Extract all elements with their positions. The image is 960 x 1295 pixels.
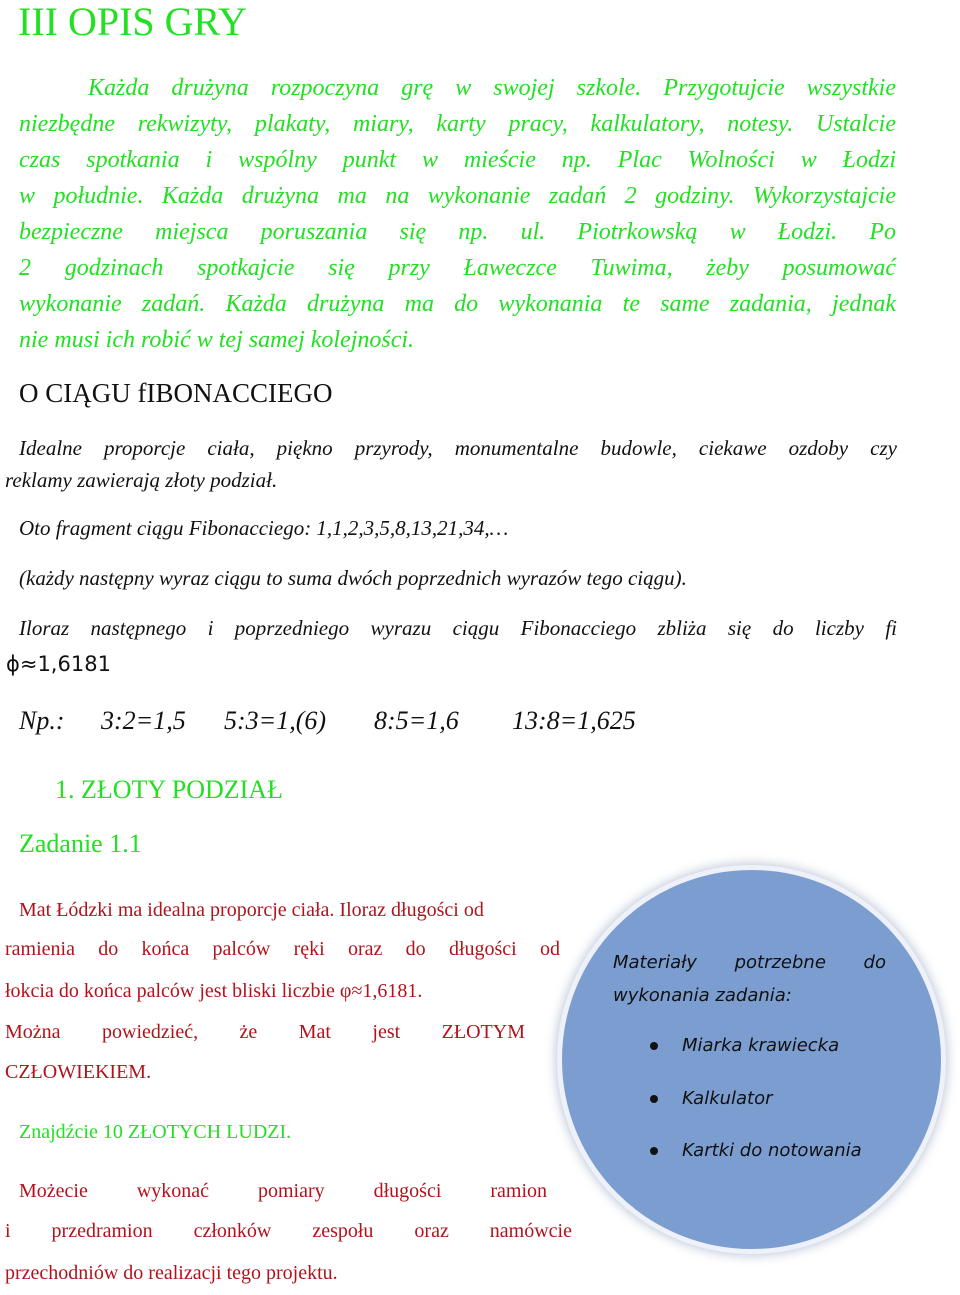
materials-item-label: Kalkulator — [682, 1088, 773, 1109]
intro-line: czas spotkania i wspólny punkt w mieście np. Plac Wolności w Łodzi — [19, 147, 896, 173]
task-text-line: przechodniów do realizacji tego projektu. — [5, 1262, 338, 1284]
task-text-line: łokcia do końca palców jest bliski liczbie φ≈1,6181. — [5, 980, 423, 1002]
intro-line: niezbędne rekwizyty, plakaty, miary, karty pracy, kalkulatory, notesy. Ustalcie — [19, 111, 896, 137]
materials-item-label: Kartki do notowania — [682, 1140, 862, 1161]
task-text-line: ramienia do końca palców ręki oraz do długości od — [5, 938, 560, 960]
intro-line: 2 godzinach spotkajcie się przy Ławeczce Tuwima, żeby posumować — [19, 255, 896, 281]
fibonacci-rule: (każdy następny wyraz ciągu to suma dwóch poprzednich wyrazów tego ciągu). — [19, 566, 687, 590]
task-text-line: Można powiedzieć, że Mat jest ZŁOTYM — [5, 1021, 525, 1043]
bullet-icon — [650, 1095, 658, 1103]
text-line: Idealne proporcje ciała, piękno przyrody, monumentalne budowle, ciekawe ozdoby czy — [19, 436, 897, 460]
materials-list-item — [650, 1138, 862, 1164]
bullet-icon — [650, 1147, 658, 1155]
page-title: III OPIS GRY — [18, 0, 247, 44]
example-ratio: 8:5=1,6 — [374, 706, 459, 735]
intro-line: bezpieczne miejsca poruszania się np. ul. Piotrkowską w Łodzi. Po — [19, 219, 896, 245]
task-text-line: Mat Łódzki ma idealna proporcje ciała. Iloraz długości od — [19, 899, 484, 921]
materials-title-line: Materiały potrzebne do — [613, 952, 886, 973]
bullet-icon — [650, 1042, 658, 1050]
task-title: Zadanie 1.1 — [19, 829, 142, 858]
fibonacci-heading: O CIĄGU fIBONACCIEGO — [19, 378, 333, 408]
task-instruction: Znajdźcie 10 ZŁOTYCH LUDZI. — [19, 1121, 292, 1143]
ratio-examples — [19, 703, 636, 739]
intro-line: w południe. Każda drużyna ma na wykonanie zadań 2 godziny. Wykorzystajcie — [19, 183, 896, 209]
golden-ratio-intro — [5, 432, 897, 496]
intro-paragraph — [19, 70, 896, 358]
task-text-line: Możecie wykonać pomiary długości ramion — [19, 1180, 547, 1202]
section-heading: 1. ZŁOTY PODZIAŁ — [55, 775, 283, 804]
fibonacci-fragment: Oto fragment ciągu Fibonacciego: 1,1,2,3,5,8,13,21,34,… — [19, 516, 509, 540]
task-text-line: CZŁOWIEKIEM. — [5, 1061, 152, 1083]
example-ratio: 13:8=1,625 — [512, 706, 636, 735]
materials-list-item — [650, 1033, 839, 1059]
intro-line: wykonanie zadań. Każda drużyna ma do wykonania te same zadania, jednak — [19, 291, 896, 317]
intro-line: nie musi ich robić w tej samej kolejności. — [19, 327, 415, 353]
materials-item-label: Miarka krawiecka — [682, 1035, 840, 1056]
examples-label: Np.: — [19, 706, 65, 735]
materials-list-item — [650, 1086, 773, 1112]
example-ratio: 5:3=1,(6) — [224, 706, 327, 735]
materials-title-line: wykonania zadania: — [613, 985, 792, 1006]
intro-line: Każda drużyna rozpoczyna grę w swojej szkole. Przygotujcie wszystkie — [88, 75, 896, 101]
text-line: reklamy zawierają złoty podział. — [5, 468, 278, 492]
task-text-line: i przedramion członków zespołu oraz namówcie — [5, 1220, 572, 1242]
example-ratio: 3:2=1,5 — [101, 706, 186, 735]
materials-circle — [557, 865, 946, 1254]
phi-value: ϕ≈1,6181 — [6, 652, 111, 676]
fibonacci-ratio-text: Iloraz następnego i poprzedniego wyrazu ciągu Fibonacciego zbliża się do liczby fi — [19, 616, 897, 640]
materials-title — [613, 946, 886, 1012]
